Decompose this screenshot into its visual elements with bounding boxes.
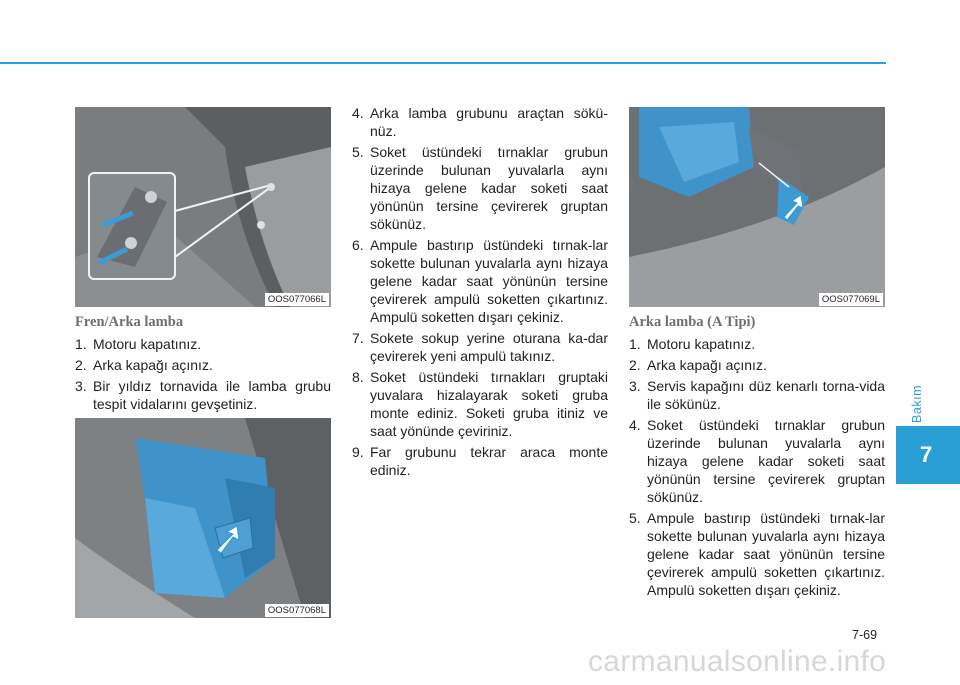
figure-rear-lamp-a-type-illustration <box>629 107 885 307</box>
page-number: 7-69 <box>852 628 878 642</box>
step-item: 4. Soket üstündeki tırnaklar grubun üzerinde bulunan yuvalarla aynı hizaya gelene kadar soketi saat yönünün tersine çevirerek gruptan sökünüz. <box>629 417 885 505</box>
col2-steps <box>352 104 608 482</box>
step-item: 6. Ampule bastırıp üstündeki tırnak-lar sokette bulunan yuvalarla aynı hizaya gelene kadar saat yönünün tersine çevirerek ampulü soketten çıkartınız. Ampulü soketten dışarı çekiniz. <box>352 237 608 325</box>
col1-steps <box>75 335 331 416</box>
figure-code: OOS077069L <box>819 293 883 306</box>
chapter-tab: 7 <box>896 426 960 484</box>
watermark: carmanualsonline.info <box>588 645 887 678</box>
step-item: 3. Bir yıldız tornavida ile lamba grubu tespit vidalarını gevşetiniz. <box>75 378 331 412</box>
step-item: 3. Servis kapağını düz kenarlı torna-vida ile sökünüz. <box>629 378 885 412</box>
figure-rear-lamp-screws <box>75 107 331 307</box>
col3-steps <box>629 335 885 602</box>
section-heading-rear-lamp-a-type: Arka lamba (A Tipi) <box>629 314 756 330</box>
section-heading-brake-rear-lamp: Fren/Arka lamba <box>75 314 184 330</box>
step-item: 5. Ampule bastırıp üstündeki tırnak-lar sokette bulunan yuvalarla aynı hizaya gelene kadar saat yönünün tersine çevirerek ampulü soketten çıkartınız. Ampulü soketten dışarı çekiniz. <box>629 510 885 598</box>
figure-rear-lamp-screws-illustration <box>75 107 331 307</box>
section-side-label: Bakım <box>910 385 924 423</box>
figure-rear-lamp-a-type <box>629 107 885 307</box>
step-item: 7. Sokete sokup yerine oturana ka-dar çevirerek yeni ampulü takınız. <box>352 330 608 364</box>
step-item: 1. Motoru kapatınız. <box>75 336 202 352</box>
step-item: 8. Soket üstündeki tırnakları gruptaki yuvalara hizalayarak soketi gruba monte ediniz. Soketi gruba itiniz ve saat yönünde çeviriniz. <box>352 369 608 439</box>
step-item: 1. Motoru kapatınız. <box>629 336 756 352</box>
figure-rear-lamp-removal <box>75 418 331 618</box>
step-item: 5. Soket üstündeki tırnaklar grubun üzerinde bulunan yuvalarla aynı hizaya gelene kadar soketi saat yönünün tersine çevirerek gruptan sökünüz. <box>352 144 608 232</box>
step-item: 9. Far grubunu tekrar araca monte ediniz. <box>352 444 608 478</box>
step-item: 4. Arka lamba grubunu araçtan sökü-nüz. <box>352 105 608 139</box>
figure-code: OOS077066L <box>265 293 329 306</box>
step-item: 2. Arka kapağı açınız. <box>629 357 767 373</box>
header-rule <box>0 62 886 64</box>
figure-code: OOS077068L <box>265 604 329 617</box>
step-item: 2. Arka kapağı açınız. <box>75 357 213 373</box>
figure-rear-lamp-removal-illustration <box>75 418 331 618</box>
